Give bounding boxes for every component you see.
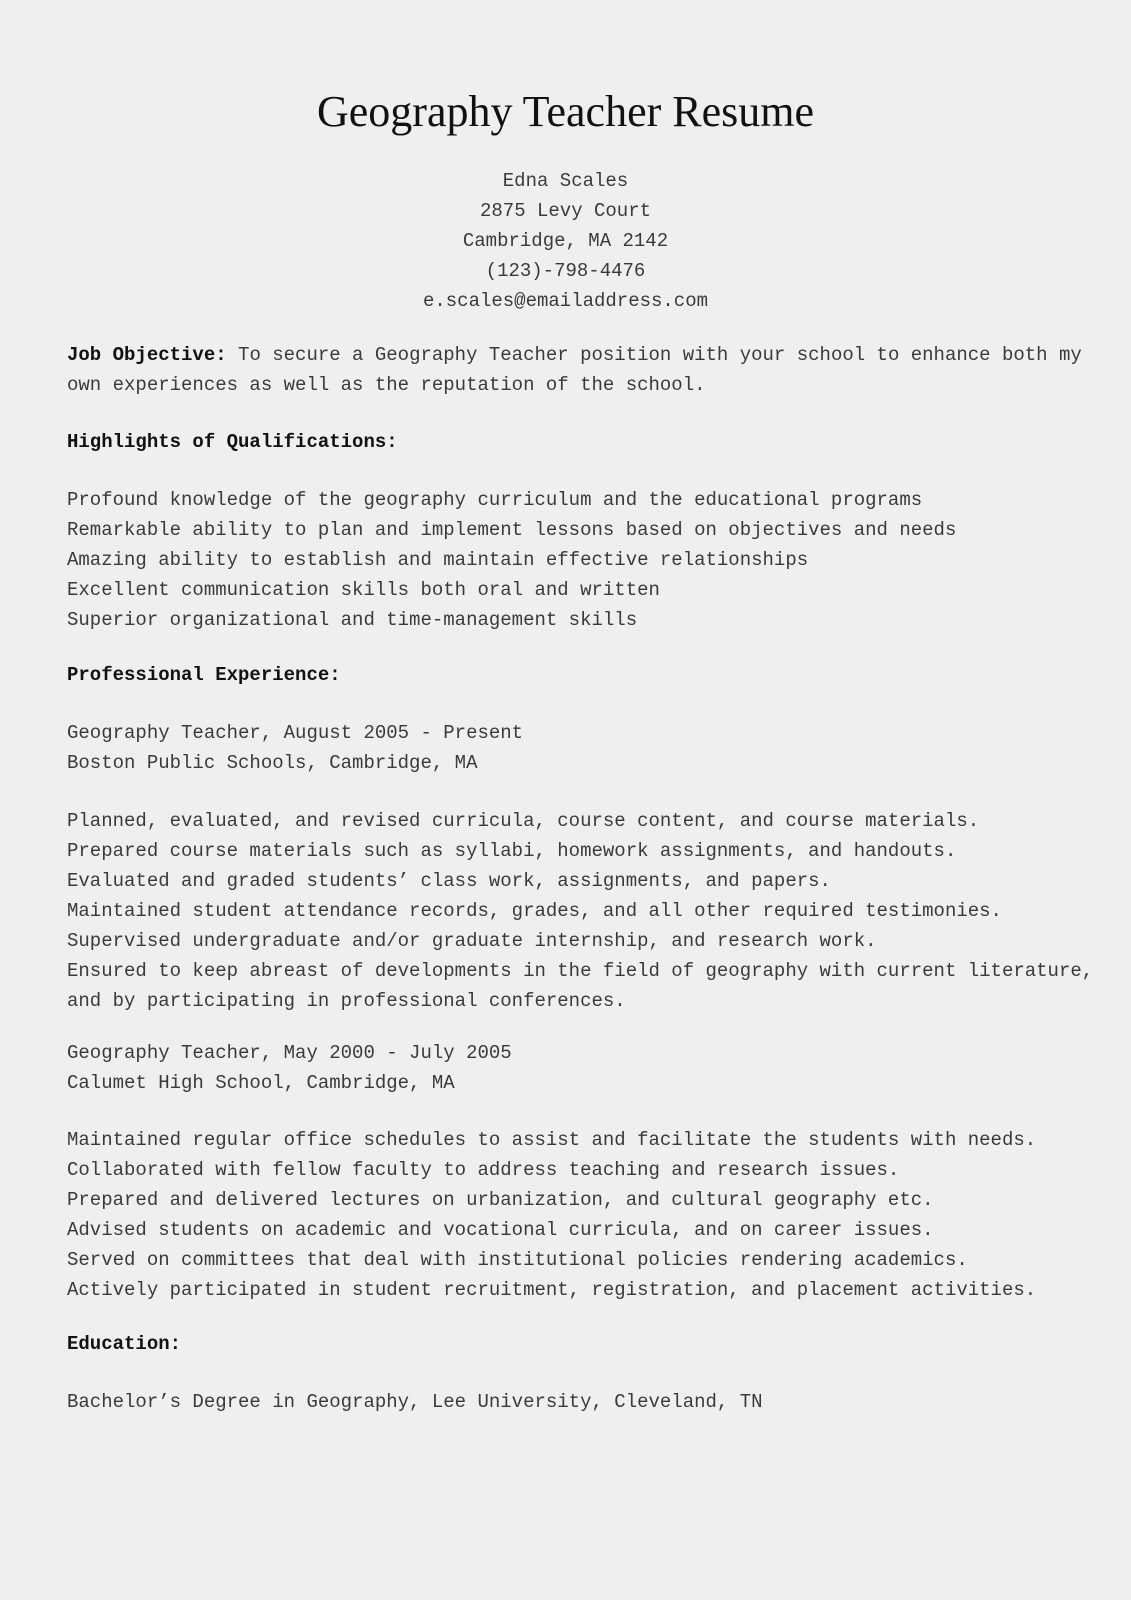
contact-street: 2875 Levy Court [479, 200, 652, 222]
contact-email: e.scales@emailaddress.com [422, 290, 709, 312]
list-item: Maintained regular office schedules to assist and facilitate the students with needs. [67, 1129, 1037, 1151]
list-item: Maintained student attendance records, grades, and all other required testimonies. [67, 900, 1002, 922]
contact-name: Edna Scales [502, 170, 629, 192]
contact-phone: (123)-798-4476 [485, 260, 646, 282]
list-item: Prepared course materials such as syllabi, homework assignments, and handouts. [67, 840, 957, 862]
education-list [67, 1387, 1091, 1417]
list-item: Excellent communication skills both oral and written [67, 579, 660, 601]
resume-title: Geography Teacher Resume [316, 87, 815, 136]
job-2 [67, 1038, 1091, 1098]
qualifications-list [67, 485, 1091, 635]
experience-section [67, 660, 1091, 690]
list-item: Superior organizational and time-management skills [67, 609, 638, 631]
list-item: Collaborated with fellow faculty to address teaching and research issues. [67, 1159, 900, 1181]
list-item: Prepared and delivered lectures on urbanization, and cultural geography etc. [67, 1189, 934, 1211]
list-item: Actively participated in student recruitment, registration, and placement activities. [67, 1279, 1037, 1301]
list-item: Served on committees that deal with institutional policies rendering academics. [67, 1249, 968, 1271]
job-employer: Calumet High School, Cambridge, MA [67, 1072, 455, 1094]
objective-section [67, 340, 1091, 400]
objective-label: Job Objective: [67, 344, 227, 366]
job-title: Geography Teacher, May 2000 - July 2005 [67, 1042, 512, 1064]
list-item: Advised students on academic and vocational curricula, and on career issues. [67, 1219, 934, 1241]
job-1 [67, 718, 1091, 778]
objective-text-cont: own experiences as well as the reputation of the school. [67, 374, 706, 396]
objective-text: To secure a Geography Teacher position with your school to enhance both my [226, 344, 1082, 366]
contact-block [0, 166, 1131, 316]
job-title: Geography Teacher, August 2005 - Present [67, 722, 524, 744]
list-item: and by participating in professional conferences. [67, 990, 626, 1012]
job-1-duties [67, 806, 1094, 1016]
list-item: Amazing ability to establish and maintain effective relationships [67, 549, 809, 571]
list-item: Remarkable ability to plan and implement lessons based on objectives and needs [67, 519, 957, 541]
list-item: Profound knowledge of the geography curriculum and the educational programs [67, 489, 923, 511]
list-item: Supervised undergraduate and/or graduate internship, and research work. [67, 930, 877, 952]
education-section [67, 1329, 1091, 1359]
qualifications-section [67, 427, 1091, 457]
education-heading: Education: [67, 1333, 182, 1355]
education-degree: Bachelor’s Degree in Geography, Lee University, Cleveland, TN [67, 1391, 763, 1413]
qualifications-heading: Highlights of Qualifications: [67, 431, 398, 453]
contact-city: Cambridge, MA 2142 [462, 230, 669, 252]
experience-heading: Professional Experience: [67, 664, 341, 686]
list-item: Evaluated and graded students’ class work, assignments, and papers. [67, 870, 831, 892]
list-item: Planned, evaluated, and revised curricula, course content, and course materials. [67, 810, 980, 832]
job-employer: Boston Public Schools, Cambridge, MA [67, 752, 478, 774]
job-2-duties [67, 1125, 1091, 1305]
list-item: Ensured to keep abreast of developments in the field of geography with current literature, [67, 960, 1094, 982]
